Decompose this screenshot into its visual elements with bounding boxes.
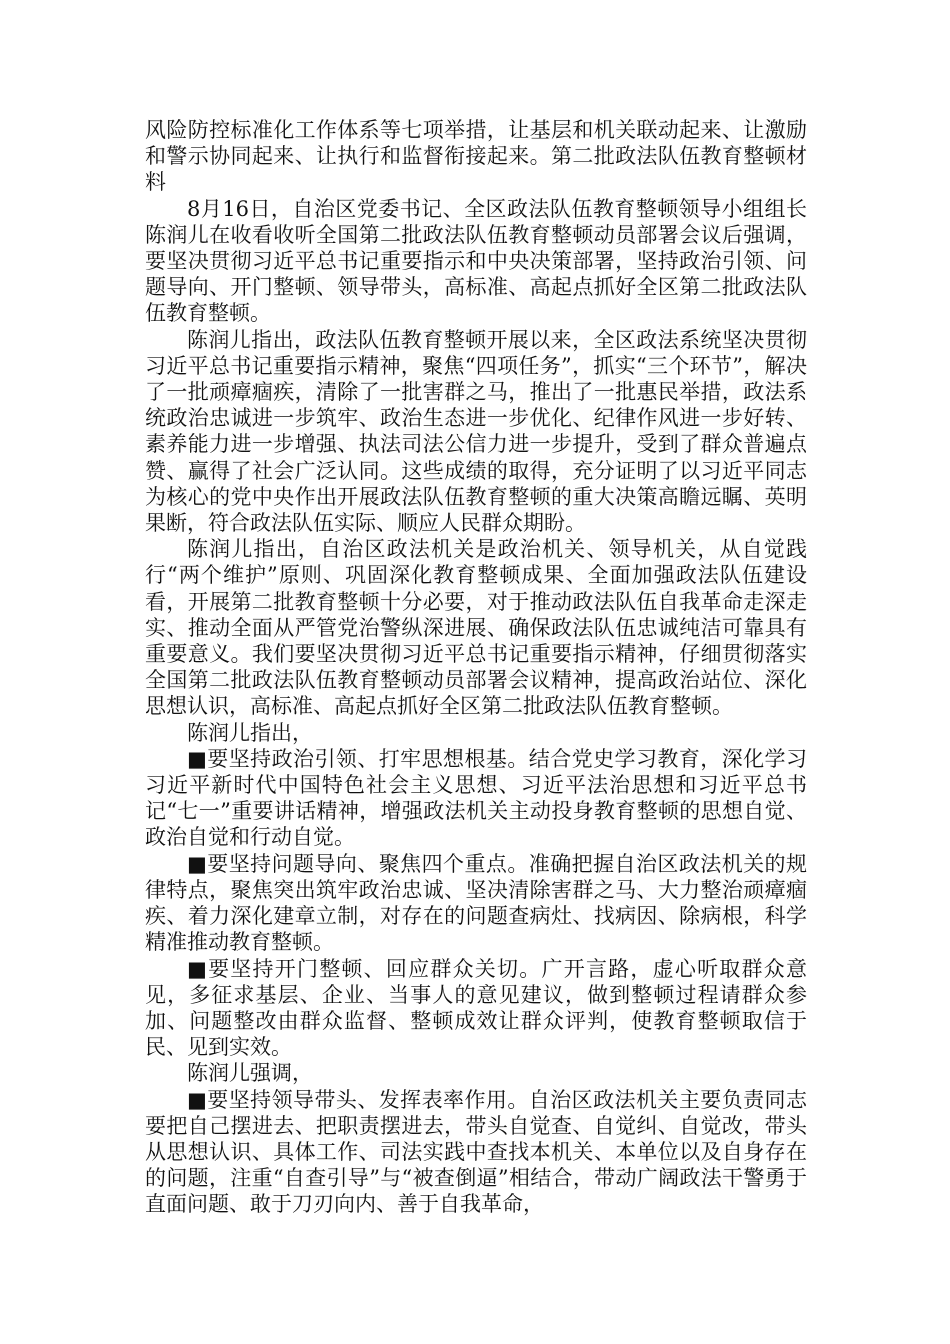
paragraph: 风险防控标准化工作体系等七项举措，让基层和机关联动起来、让激励和警示协同起来、让执行和监督衔接起来。第二批政法队伍教育整顿材料: [145, 118, 807, 195]
paragraph: 陈润儿指出，自治区政法机关是政治机关、领导机关，从自觉践行“两个维护”原则、巩固深化教育整顿成果、全面加强政法队伍建设看，开展第二批教育整顿十分必要，对于推动政法队伍自我革命走深走实、推动全面从严管党治警纵深进展、确保政法队伍忠诚纯洁可靠具有重要意义。我们要坚决贯彻习近平总书记重要指示精神，仔细贯彻落实全国第二批政法队伍教育整顿动员部署会议精神，提高政治站位、深化思想认识，高标准、高起点抓好全区第二批政法队伍教育整顿。: [145, 537, 807, 719]
bullet-paragraph: ■要坚持开门整顿、回应群众关切。广开言路，虚心听取群众意见，多征求基层、企业、当事人的意见建议，做到整顿过程请群众参加、问题整改由群众监督、整顿成效让群众评判，使教育整顿取信于民、见到实效。: [145, 956, 807, 1060]
paragraph: 8月16日，自治区党委书记、全区政法队伍教育整顿领导小组组长陈润儿在收看收听全国第二批政法队伍教育整顿动员部署会议后强调，要坚决贯彻习近平总书记重要指示和中央决策部署，坚持政治引领、问题导向、开门整顿、领导带头，高标准、高起点抓好全区第二批政法队伍教育整顿。: [145, 196, 807, 326]
paragraph: 陈润儿指出，政法队伍教育整顿开展以来，全区政法系统坚决贯彻习近平总书记重要指示精神，聚焦“四项任务”，抓实“三个环节”，解决了一批顽瘴痼疾，清除了一批害群之马，推出了一批惠民举措，政法系统政治忠诚进一步筑牢、政治生态进一步优化、纪律作风进一步好转、素养能力进一步增强、执法司法公信力进一步提升，受到了群众普遍点赞、赢得了社会广泛认同。这些成绩的取得，充分证明了以习近平同志为核心的党中央作出开展政法队伍教育整顿的重大决策高瞻远瞩、英明果断，符合政法队伍实际、顺应人民群众期盼。: [145, 327, 807, 536]
paragraph: 陈润儿指出，: [187, 720, 313, 745]
bullet-paragraph: ■要坚持领导带头、发挥表率作用。自治区政法机关主要负责同志要把自己摆进去、把职责摆进去，带头自觉查、自觉纠、自觉改，带头从思想认识、具体工作、司法实践中查找本机关、本单位以及自身存在的问题，注重“自查引导”与“被查倒逼”相结合，带动广阔政法干警勇于直面问题、敢于刀刃向内、善于自我革命，: [145, 1087, 807, 1217]
bullet-paragraph: ■要坚持政治引领、打牢思想根基。结合党史学习教育，深化学习习近平新时代中国特色社会主义思想、习近平法治思想和习近平总书记“七一”重要讲话精神，增强政法机关主动投身教育整顿的思想自觉、政治自觉和行动自觉。: [145, 746, 807, 850]
document-body: [145, 117, 807, 1218]
bullet-paragraph: ■要坚持问题导向、聚焦四个重点。准确把握自治区政法机关的规律特点，聚焦突出筑牢政治忠诚、坚决清除害群之马、大力整治顽瘴痼疾、着力深化建章立制，对存在的问题查病灶、找病因、除病根，科学精准推动教育整顿。: [145, 851, 807, 955]
paragraph: 陈润儿强调，: [187, 1061, 313, 1086]
